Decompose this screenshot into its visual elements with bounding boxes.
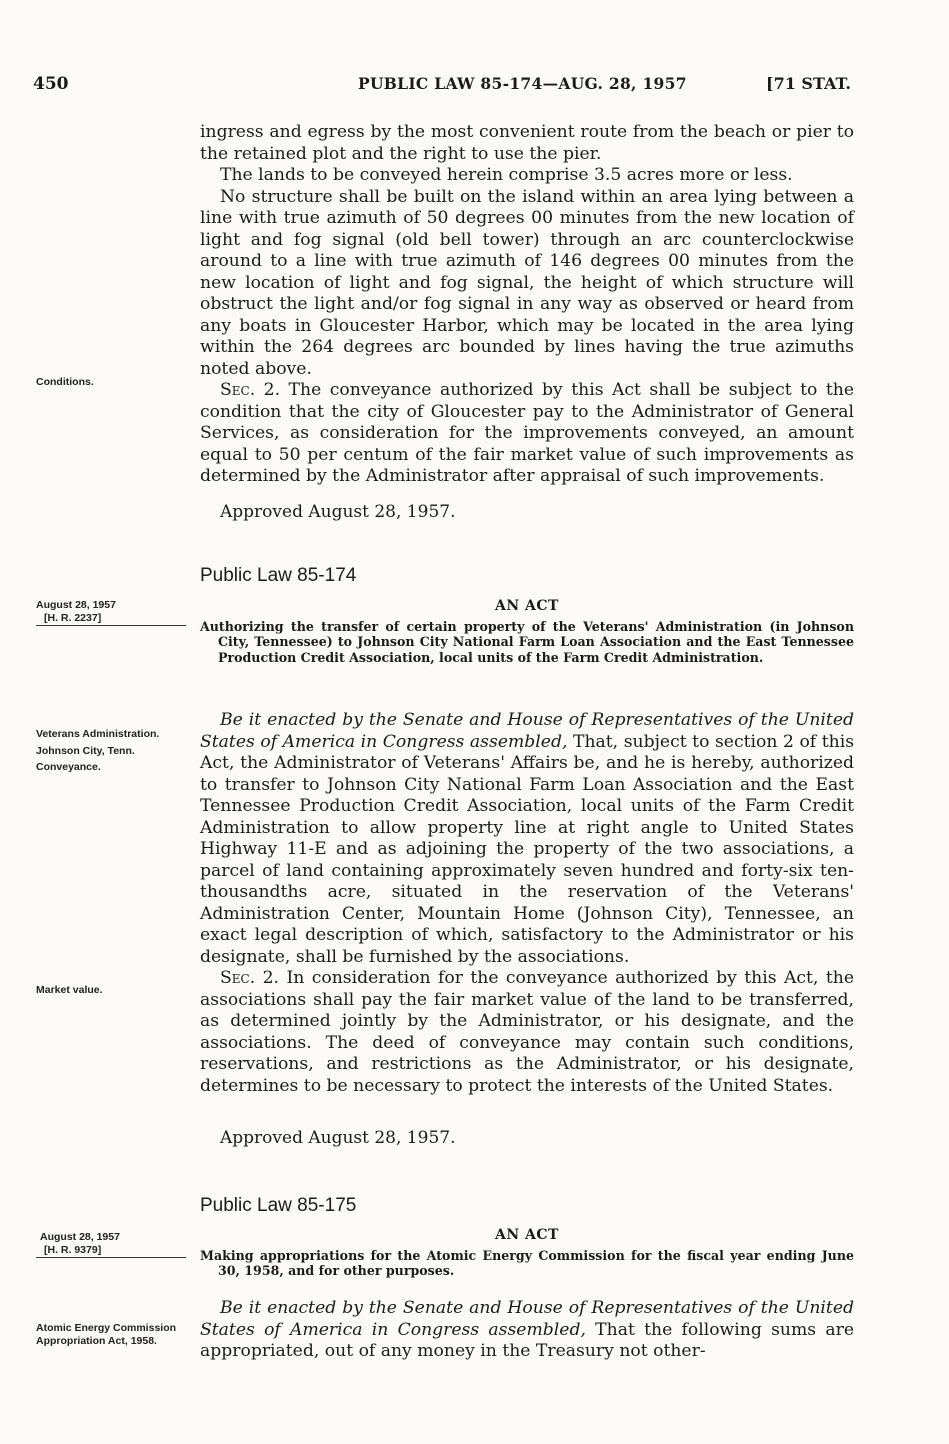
paragraph: ingress and egress by the most convenient route from the beach or pier to the retained plot and the right to use the pier. xyxy=(200,122,854,164)
enacting-italic: Be it enacted by the Senate and House of Representatives of the United States of America in Congress assembled, xyxy=(200,1298,854,1340)
section-text: In consideration for the conveyance authorized by this Act, the associations shall pay the fair market value of the land to be transferred, as determined jointly by the Administrator, or his designate, and the associations. The deed of conveyance may contain such conditions, reservations, and restrictions as the Administrator, or his designate, determines to be necessary to protect the interests of the United States. xyxy=(200,968,854,1096)
act-purpose: Authorizing the transfer of certain property of the Veterans' Administration (in Johnson City, Tennessee) to Johnson City National Farm Loan Association and the East Tennessee Production Credit Association, local units of the Farm Credit Administration. xyxy=(200,619,854,665)
section-1-text: That, subject to section 2 of this Act, the Administrator of Veterans' Affairs be, and he is hereby, authorized to transfer to Johnson City National Farm Loan Association and the East Tennessee Production Credit Association, local units of the Farm Credit Administration to allow property line at right angle to United States Highway 11-E and as adjoining the property of the two associations, a parcel of land containing approximately seven hundred and forty-six ten-thousandths acre, situated in the reservation of the Veterans' Administration Center, Mountain Home (Johnson City), Tennessee, an exact legal description of which, satisfactory to the Administrator or his designate, shall be furnished by the associations. xyxy=(200,731,855,967)
act-purpose: Making appropriations for the Atomic Energy Commission for the fiscal year ending June 30, 1958, and for other purposes. xyxy=(200,1248,854,1279)
act-label: AN ACT xyxy=(495,1227,559,1243)
margin-note-date-bill xyxy=(36,599,186,626)
margin-bill: [H. R. 2237] xyxy=(44,611,102,624)
section-label: Sec. 2. xyxy=(220,380,281,400)
section-2-paragraph xyxy=(200,968,854,1097)
margin-date: August 28, 1957 xyxy=(36,599,116,611)
continued-section xyxy=(200,122,854,488)
approval-date: Approved August 28, 1957. xyxy=(220,502,456,522)
margin-bill: [H. R. 9379] xyxy=(44,1243,102,1256)
pl175-body xyxy=(200,1298,854,1363)
public-law-title: Public Law 85-175 xyxy=(200,1195,357,1216)
approval-date: Approved August 28, 1957. xyxy=(220,1128,456,1148)
margin-note-date-bill xyxy=(36,1231,186,1258)
statute-reference: [71 STAT. xyxy=(766,74,851,93)
page-number: 450 xyxy=(33,74,69,94)
act-label: AN ACT xyxy=(495,598,559,614)
margin-note-veterans xyxy=(36,728,186,774)
paragraph: The lands to be conveyed herein comprise 3.5 acres more or less. xyxy=(220,165,793,185)
section-text: That the following sums are appropriated, out of any money in the Treasury not other- xyxy=(200,1319,854,1361)
margin-note-conditions: Conditions. xyxy=(36,376,94,388)
public-law-title: Public Law 85-174 xyxy=(200,565,357,586)
section-text: The conveyance authorized by this Act shall be subject to the condition that the city of Gloucester pay to the Administrator of General Services, as consideration for the improvements conveyed, an amount equal to 50 per centum of the fair market value of such improvements as determined by the Administrator after appraisal of such improvements. xyxy=(200,380,854,486)
margin-note-atomic-energy: Atomic Energy Commission Appropriation Act, 1958. xyxy=(36,1322,177,1347)
section-2-paragraph xyxy=(200,380,854,488)
margin-note-market-value: Market value. xyxy=(36,984,103,996)
enacting-italic: Be it enacted by the Senate and House of Representatives of the United States of America in Congress assembled, xyxy=(200,710,854,752)
enacting-clause xyxy=(200,710,854,968)
pl174-body xyxy=(200,710,854,1097)
running-title: PUBLIC LAW 85-174—AUG. 28, 1957 xyxy=(358,74,687,93)
margin-conveyance: Conveyance. xyxy=(36,761,101,773)
paragraph: No structure shall be built on the island within an area lying between a line with true azimuth of 50 degrees 00 minutes from the new location of light and fog signal (old bell tower) through an arc counterclockwise around to a line with true azimuth of 146 degrees 00 minutes from the new location of light and fog signal, the height of which structure will obstruct the light and/or fog signal in any way as observed or heard from any boats in Gloucester Harbor, which may be located in the area lying within the 264 degrees arc bounded by lines having the true azimuths noted above. xyxy=(200,186,854,379)
margin-johnson-city: Johnson City, Tenn. xyxy=(36,744,135,757)
section-label: Sec. 2. xyxy=(220,968,280,988)
page-header xyxy=(33,74,863,98)
enacting-clause xyxy=(200,1298,854,1363)
margin-date: August 28, 1957 xyxy=(40,1231,120,1243)
margin-veterans: Veterans Administration. xyxy=(36,728,160,740)
